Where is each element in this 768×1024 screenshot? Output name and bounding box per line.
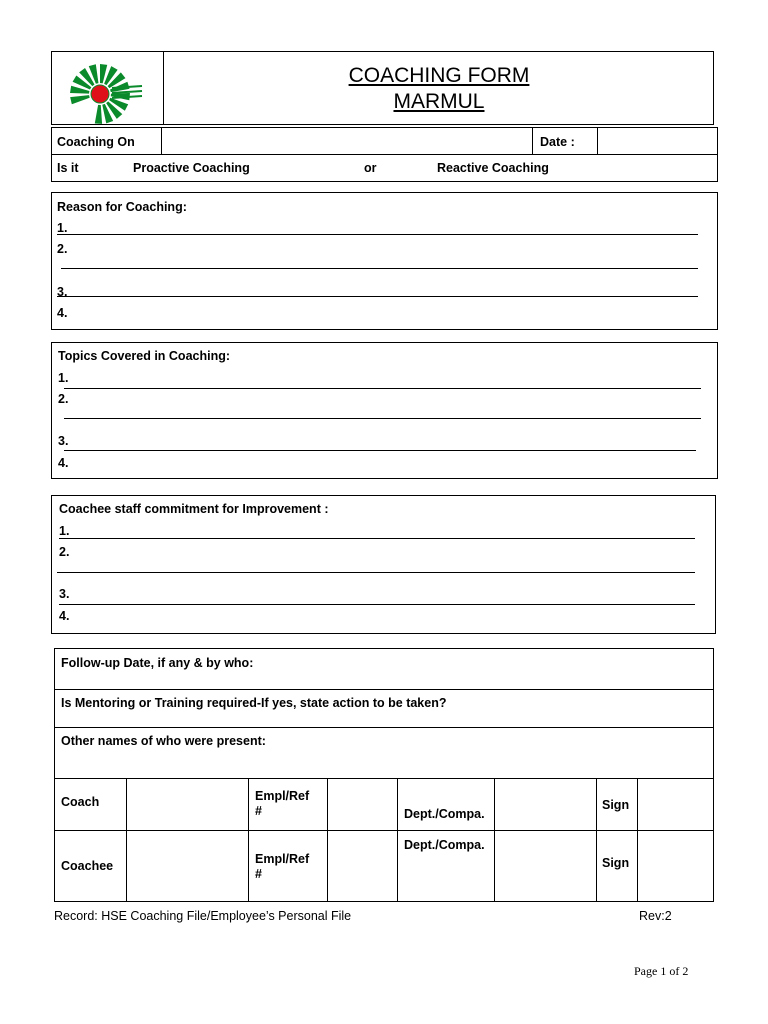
reactive-option[interactable]: Reactive Coaching bbox=[437, 161, 549, 175]
coach-label: Coach bbox=[61, 795, 100, 809]
coachee-empl-ref-label: Empl/Ref bbox=[255, 852, 310, 866]
signoff-col-4 bbox=[397, 778, 398, 902]
reason-number-3: 3. bbox=[57, 285, 68, 299]
form-title-line2: MARMUL bbox=[393, 90, 485, 113]
topics-number-1: 1. bbox=[58, 371, 69, 385]
commitment-line-1[interactable] bbox=[59, 538, 695, 539]
mentoring-label: Is Mentoring or Training required-If yes, state action to be taken? bbox=[61, 696, 447, 710]
date-label: Date : bbox=[540, 135, 575, 149]
commitment-number-4: 4. bbox=[59, 609, 70, 623]
signoff-col-6 bbox=[596, 778, 597, 902]
coach-name-field[interactable] bbox=[127, 779, 248, 830]
followup-date-label: Follow-up Date, if any & by who: bbox=[61, 656, 254, 670]
others-present-label: Other names of who were present: bbox=[61, 734, 266, 748]
commitment-number-2: 2. bbox=[59, 545, 70, 559]
logo-center bbox=[91, 85, 109, 103]
logo-ray bbox=[95, 105, 102, 124]
topics-number-2: 2. bbox=[58, 392, 69, 406]
coach-sign-label: Sign bbox=[602, 798, 630, 812]
topics-line-1[interactable] bbox=[64, 388, 701, 389]
topics-number-3: 3. bbox=[58, 434, 69, 448]
info-divider-2 bbox=[532, 127, 533, 154]
logo-swoosh bbox=[112, 91, 142, 93]
topics-line-2[interactable] bbox=[64, 418, 701, 419]
coachee-sign-field[interactable] bbox=[638, 831, 713, 901]
company-logo bbox=[66, 62, 146, 126]
coach-sign-field[interactable] bbox=[638, 779, 713, 830]
coachee-dept-label: Dept./Compa. bbox=[404, 838, 485, 852]
coachee-label: Coachee bbox=[61, 859, 114, 873]
commitment-line-2[interactable] bbox=[57, 572, 695, 573]
or-label: or bbox=[364, 161, 377, 175]
commitment-title: Coachee staff commitment for Improvement : bbox=[59, 502, 329, 516]
coach-dept-label: Dept./Compa. bbox=[404, 807, 485, 821]
coachee-dept-field[interactable] bbox=[495, 831, 596, 901]
reason-line-2[interactable] bbox=[61, 268, 698, 269]
coachee-sign-label: Sign bbox=[602, 856, 630, 870]
coaching-on-field[interactable] bbox=[162, 128, 531, 154]
page-number: Page 1 of 2 bbox=[634, 964, 689, 978]
coach-empl-ref-label: Empl/Ref bbox=[255, 789, 310, 803]
reason-number-1: 1. bbox=[57, 221, 68, 235]
info-row-divider bbox=[51, 154, 718, 155]
record-note: Record: HSE Coaching File/Employee’s Personal File bbox=[54, 909, 352, 923]
is-it-label: Is it bbox=[57, 161, 79, 175]
coaching-on-label: Coaching On bbox=[57, 135, 135, 149]
coach-empl-ref-hash: # bbox=[255, 804, 262, 818]
logo-swoosh bbox=[112, 86, 142, 88]
date-field[interactable] bbox=[598, 128, 717, 154]
reason-number-2: 2. bbox=[57, 242, 68, 256]
coachee-empl-ref-hash: # bbox=[255, 867, 262, 881]
commitment-number-1: 1. bbox=[59, 524, 70, 538]
coach-empl-field[interactable] bbox=[328, 779, 397, 830]
logo-ray bbox=[70, 95, 89, 104]
reason-number-4: 4. bbox=[57, 306, 68, 320]
topics-number-4: 4. bbox=[58, 456, 69, 470]
topics-title: Topics Covered in Coaching: bbox=[58, 349, 231, 363]
topics-line-3[interactable] bbox=[64, 450, 696, 451]
reason-title: Reason for Coaching: bbox=[57, 200, 187, 214]
form-title-line1: COACHING FORM bbox=[348, 64, 530, 87]
commitment-line-3[interactable] bbox=[59, 604, 695, 605]
commitment-number-3: 3. bbox=[59, 587, 70, 601]
revision-label: Rev:2 bbox=[639, 909, 672, 923]
coachee-empl-field[interactable] bbox=[328, 831, 397, 901]
reason-line-3[interactable] bbox=[57, 296, 698, 297]
proactive-option[interactable]: Proactive Coaching bbox=[133, 161, 250, 175]
coach-dept-field[interactable] bbox=[495, 779, 596, 830]
coachee-name-field[interactable] bbox=[127, 831, 248, 901]
reason-line-1[interactable] bbox=[57, 234, 698, 235]
signoff-col-2 bbox=[248, 778, 249, 902]
